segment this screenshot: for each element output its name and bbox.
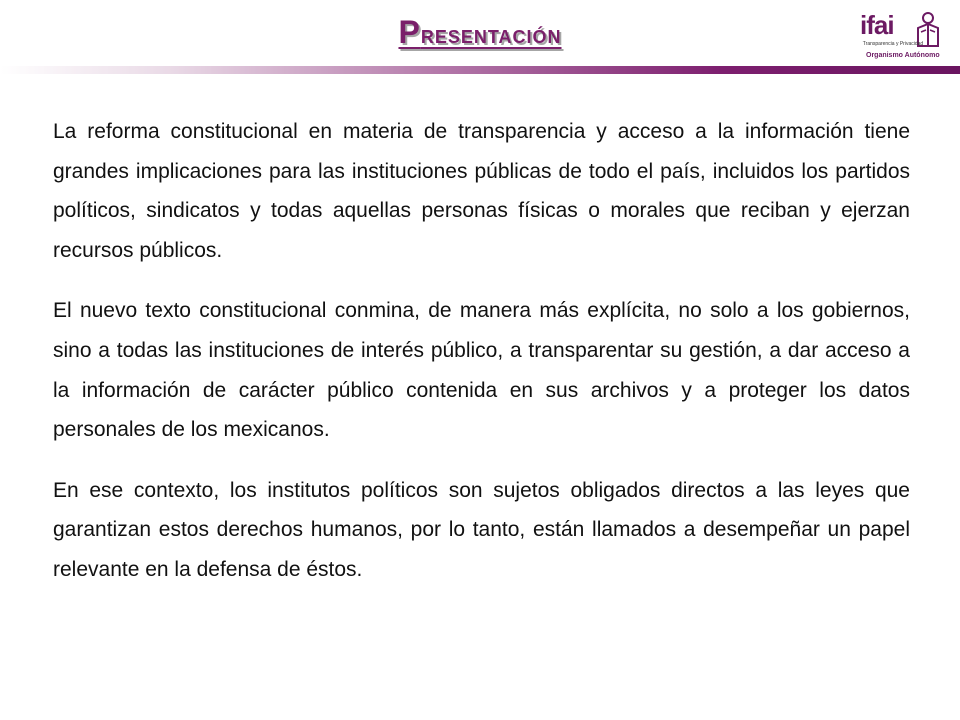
- logo-subtitle: Transparencia y Privacidad: [862, 41, 924, 47]
- logo-wordmark: ifai: [860, 10, 894, 40]
- title-rest: resentación: [420, 21, 562, 49]
- header-gradient-bar: [0, 66, 960, 74]
- page-title: [0, 14, 960, 51]
- body-text: [53, 112, 910, 611]
- paragraph: En ese contexto, los institutos políticos son sujetos obligados directos a las leyes que garantizan estos derechos humanos, por lo tanto, están llamados a desempeñar un papel relevante en la defensa de éstos.: [53, 478, 910, 581]
- title-initial: P: [398, 14, 421, 50]
- logo-org-label: Organismo Autónomo: [866, 52, 940, 59]
- ifai-logo: [858, 8, 954, 64]
- paragraph: El nuevo texto constitucional conmina, de manera más explícita, no solo a los gobiernos, sino a todas las instituciones de interés público, a transparentar su gestión, a dar acceso a la información de carácter público contenida en sus archivos y a proteger los datos personales de los mexicanos.: [53, 299, 910, 442]
- paragraph: La reforma constitucional en materia de transparencia y acceso a la información tiene grandes implicaciones para las instituciones públicas de todo el país, incluidos los partidos políticos, sindicatos y todas aquellas personas físicas o morales que reciban y ejerzan recursos públicos.: [53, 120, 910, 262]
